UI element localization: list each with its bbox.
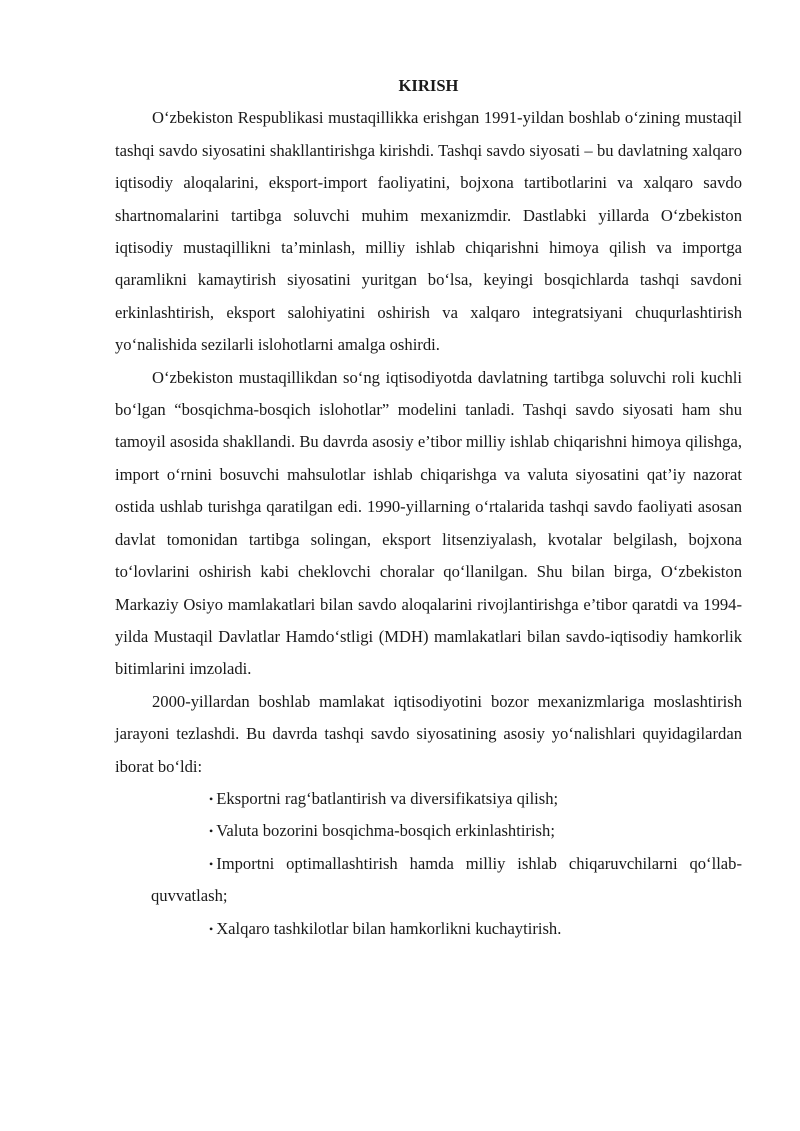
list-item <box>115 815 742 847</box>
paragraph-3: 2000-yillardan boshlab mamlakat iqtisodiyotini bozor mexanizmlariga moslashtirish jarayoni tezlashdi. Bu davrda tashqi savdo siyosatining asosiy yo‘nalishlari quyidagilardan iborat bo‘ldi: <box>115 691 742 776</box>
bullet-list <box>115 783 742 945</box>
bullet-icon: • <box>209 856 214 871</box>
list-item-text: Eksportni rag‘batlantirish va diversifikatsiya qilish; <box>216 788 559 808</box>
document-page <box>115 70 742 945</box>
list-item <box>115 913 742 945</box>
list-item-text: Valuta bozorini bosqichma-bosqich erkinlashtirish; <box>216 821 555 841</box>
paragraph-2: O‘zbekiston mustaqillikdan so‘ng iqtisodiyotda davlatning tartibga soluvchi roli kuchli bo‘lgan “bosqichma-bosqich islohotlar” modelini tanladi. Tashqi savdo siyosati ham shu tamoyil asosida shakllandi. Bu davrda asosiy e’tibor milliy ishlab chiqarishni himoya qilishga, import o‘rnini bosuvchi mahsulotlar ishlab chiqarishga va valuta siyosatini qat’iy nazorat ostida ushlab turishga qaratilgan edi. 1990-yillarning o‘rtalarida tashqi savdo faoliyati asosan davlat tomonidan tartibga solingan, eksport litsenziyalash, kvotalar belgilash, bojxona to‘lovlarini oshirish kabi cheklovchi choralar qo‘llanilgan. Shu bilan birga, O‘zbekiston Markaziy Osiyo mamlakatlari bilan savdo aloqalarini rivojlantirishga e’tibor qaratdi va 1994-yilda Mustaqil Davlatlar Hamdo‘stligi (MDH) mamlakatlari bilan savdo-iqtisodiy hamkorlik bitimlarini imzoladi. <box>115 367 742 679</box>
list-item-text: Importni optimallashtirish hamda milliy ishlab chiqaruvchilarni qo‘llab-quvvatlash; <box>151 853 742 906</box>
list-item <box>115 783 742 815</box>
list-item-text: Xalqaro tashkilotlar bilan hamkorlikni kuchaytirish. <box>216 918 562 938</box>
document-title: KIRISH <box>398 76 459 95</box>
list-item <box>115 848 742 913</box>
bullet-icon: • <box>209 921 214 936</box>
bullet-icon: • <box>209 791 214 806</box>
paragraph-1: O‘zbekiston Respublikasi mustaqillikka erishgan 1991-yildan boshlab o‘zining mustaqil tashqi savdo siyosatini shakllantirishga kirishdi. Tashqi savdo siyosati – bu davlatning xalqaro iqtisodiy aloqalarini, eksport-import faoliyatini, bojxona tartibotlarini va xalqaro savdo shartnomalarini tartibga soluvchi muhim mexanizmdir. Dastlabki yillarda O‘zbekiston iqtisodiy mustaqillikni ta’minlash, milliy ishlab chiqarishni himoya qilish va importga qaramlikni kamaytirish siyosatini yuritgan bo‘lsa, keyingi bosqichlarda tashqi savdoni erkinlashtirish, eksport salohiyatini oshirish va xalqaro integratsiyani chuqurlashtirish yo‘nalishida sezilarli islohotlarni amalga oshirdi. <box>115 108 742 355</box>
bullet-icon: • <box>209 824 214 839</box>
